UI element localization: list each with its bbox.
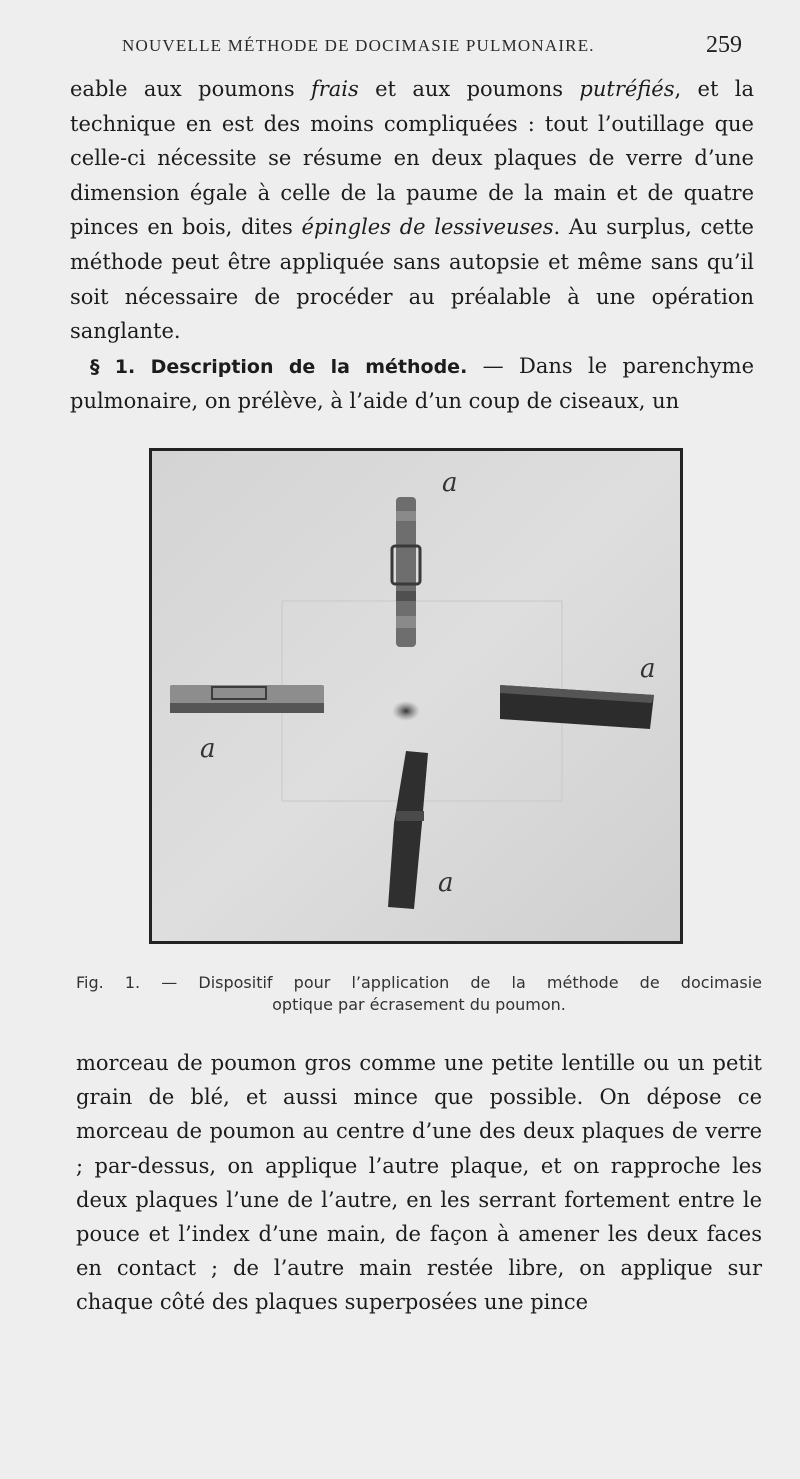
page-number: 259 bbox=[706, 32, 742, 58]
running-title: NOUVELLE MÉTHODE DE DOCIMASIE PULMONAIRE. bbox=[122, 36, 595, 55]
label-right: a bbox=[640, 654, 656, 684]
clothespins-photo bbox=[152, 451, 680, 941]
bottom-text-block bbox=[76, 1046, 762, 1320]
caption-line-2: optique par écrasement du poumon. bbox=[272, 995, 566, 1014]
top-clothespin bbox=[392, 497, 420, 647]
paragraph-procedure: morceau de poumon gros comme une petite lentille ou un petit grain de blé, et aussi mince que possible. On dépose ce morceau de poumon au centre d’une des deux plaques de verre ; par-dessus, on applique l’autre plaque, et on rapproche les deux plaques l’une de l’autre, en les serrant fortement entre le pouce et l’index d’une main, de façon à amener les deux faces en contact ; de l’autre main restée libre, on applique sur chaque côté des plaques superposées une pince bbox=[76, 1051, 762, 1315]
italic-frais: frais bbox=[310, 77, 359, 101]
paragraph-description: § 1. Description de la méthode. — Dans le parenchyme pulmonaire, on prélève, à l’aide d’un coup de ciseaux, un bbox=[70, 353, 754, 414]
section-heading: Description de la méthode. bbox=[150, 355, 468, 378]
top-text-block bbox=[70, 72, 754, 419]
figure-photo bbox=[149, 448, 683, 944]
paragraph-continuation: eable aux poumons frais et aux poumons putréfiés, et la technique en est des moins compliquées : tout l’outillage que celle-ci nécessite se résume en deux plaques de verre d’une dimension égale à celle de la paume de la main et de quatre pinces en bois, dites épingles de lessiveuses. Au surplus, cette méthode peut être appliquée sans autopsie et même sans qu’il soit nécessaire de procéder au préalable à une opération sanglante. bbox=[70, 77, 754, 344]
italic-epingles: épingles de lessiveuses bbox=[301, 215, 554, 240]
label-top: a bbox=[442, 468, 458, 498]
section-number: § 1. bbox=[90, 355, 136, 378]
caption-line-1: Fig. 1. — Dispositif pour l’application de la méthode de docimasie bbox=[76, 973, 762, 992]
lung-specimen bbox=[392, 701, 420, 721]
label-bottom: a bbox=[438, 868, 454, 898]
left-clothespin bbox=[170, 685, 324, 713]
figure-caption bbox=[76, 972, 762, 1016]
italic-putrefies: putréfiés bbox=[579, 77, 675, 101]
page-header bbox=[0, 34, 800, 64]
label-left: a bbox=[200, 734, 216, 764]
